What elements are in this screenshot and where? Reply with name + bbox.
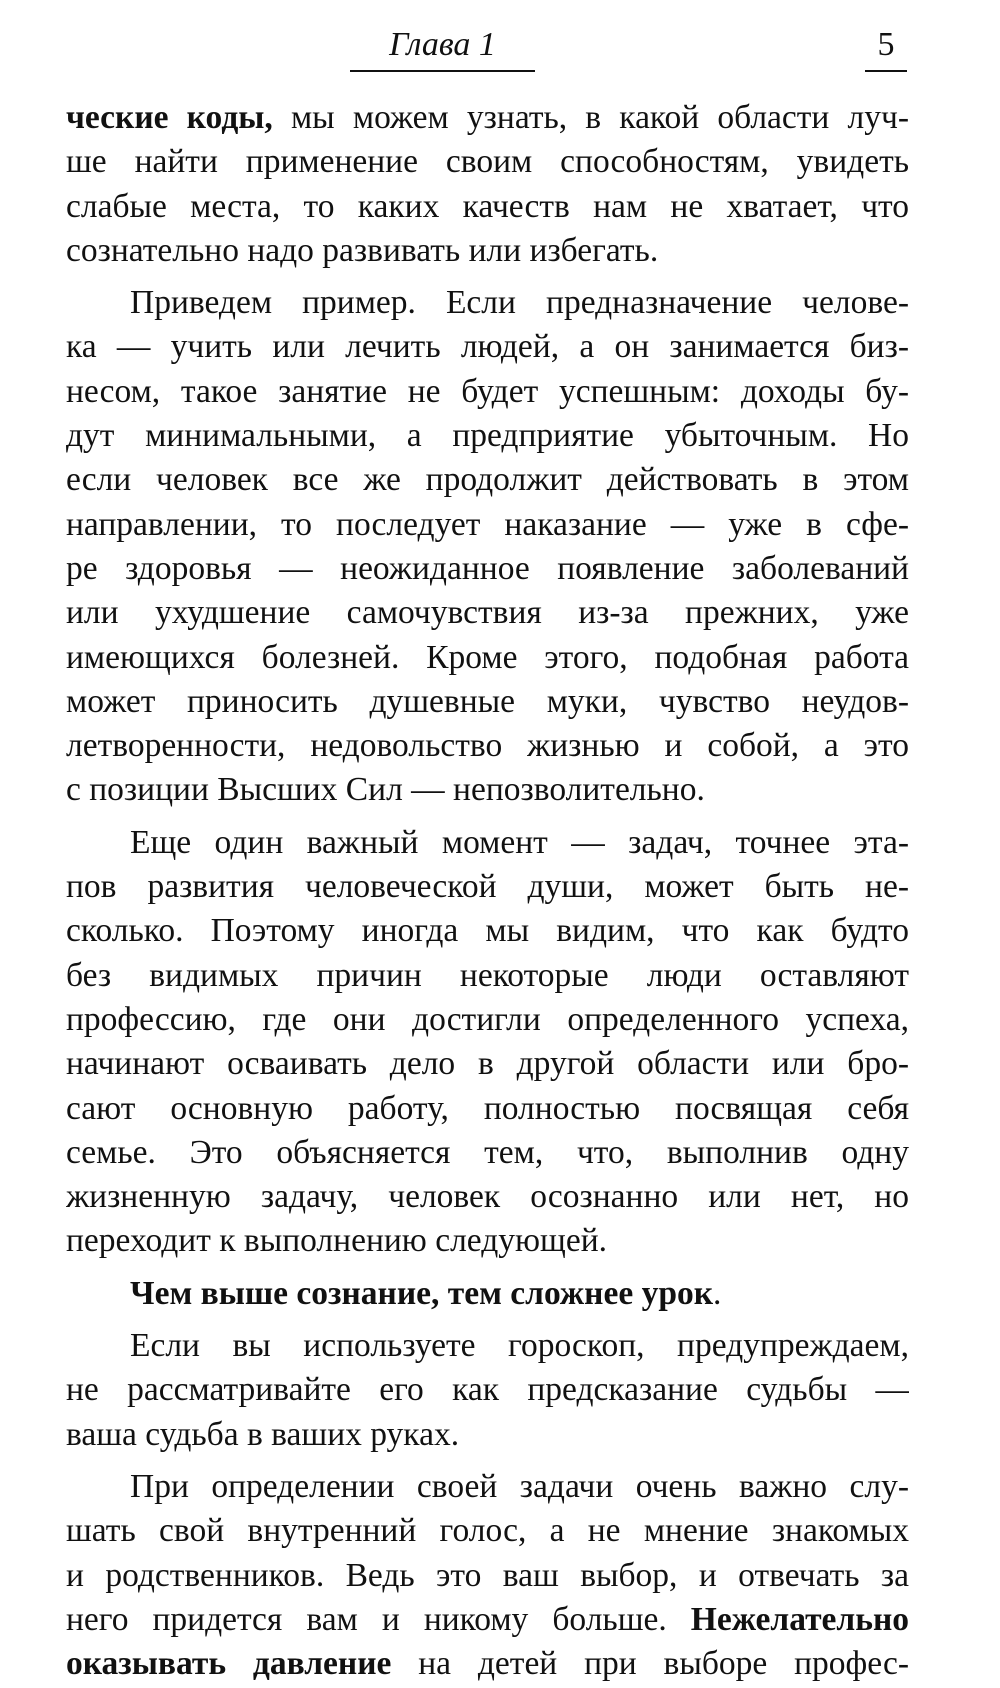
text-run: него придется вам и никому больше. [66, 1600, 691, 1638]
paragraph [66, 1272, 909, 1316]
text-run: ше найти применение своим способностям, увидеть [66, 143, 909, 181]
text-line [66, 1465, 909, 1509]
text-line [66, 229, 909, 273]
bold-text-run: Чем выше сознание, тем сложнее урок [130, 1274, 714, 1312]
text-run: без видимых причин некоторые люди оставляют [66, 956, 909, 994]
text-line [66, 954, 909, 998]
text-run: несом, такое занятие не будет успешным: доходы бу- [66, 372, 909, 410]
text-run: Приведем пример. Если предназначение челове- [130, 284, 909, 322]
text-line [66, 458, 909, 502]
page-body-text [66, 96, 909, 1686]
text-line [66, 281, 909, 325]
paragraph-gap [66, 1316, 909, 1324]
text-line [66, 1042, 909, 1086]
text-line [66, 1413, 909, 1457]
page-number: 5 [865, 22, 907, 72]
text-line [66, 185, 909, 229]
paragraph [66, 1324, 909, 1457]
paragraph [66, 821, 909, 1264]
text-line [66, 821, 909, 865]
text-run: мы можем узнать, в какой области луч- [272, 99, 909, 136]
text-line [66, 1642, 909, 1686]
paragraph-gap [66, 1457, 909, 1465]
text-run: Еще один важный момент — задач, точнее эта- [130, 823, 909, 861]
text-run: профессию, где они достигли определенного успеха, [66, 1000, 909, 1038]
text-line [66, 680, 909, 724]
text-run: слабые места, то каких качеств нам не хватает, что [66, 187, 909, 225]
text-line [66, 591, 909, 635]
text-run: сколько. Поэтому иногда мы видим, что как будто [66, 912, 909, 950]
text-line [66, 370, 909, 414]
text-run: может приносить душевные муки, чувство неудов- [66, 682, 909, 720]
text-line [66, 1554, 909, 1598]
text-run: ваша судьба в ваших руках. [66, 1415, 460, 1453]
text-line [66, 1219, 909, 1263]
text-run: дут минимальными, а предприятие убыточным. Но [66, 417, 909, 455]
text-run: сают основную работу, полностью посвящая себя [66, 1089, 909, 1127]
text-line [66, 1272, 909, 1316]
text-line [66, 1509, 909, 1553]
text-line [66, 1324, 909, 1368]
text-line [66, 636, 909, 680]
text-run: При определении своей задачи очень важно слу- [130, 1467, 909, 1505]
text-line [66, 1598, 909, 1642]
text-line [66, 414, 909, 458]
text-run: . [713, 1274, 722, 1312]
text-run: или ухудшение самочувствия из-за прежних, уже [66, 594, 909, 632]
paragraph [66, 96, 909, 273]
text-line [66, 1175, 909, 1219]
paragraph-gap [66, 273, 909, 281]
text-line [66, 1368, 909, 1412]
text-line [66, 96, 909, 140]
text-line [66, 140, 909, 184]
text-run: жизненную задачу, человек осознанно или нет, но [66, 1178, 909, 1216]
text-line [66, 909, 909, 953]
text-line [66, 1087, 909, 1131]
text-run: на детей при выборе профес- [391, 1645, 909, 1683]
text-run: не рассматривайте его как предсказание судьбы — [66, 1371, 909, 1409]
text-line [66, 547, 909, 591]
text-run: ка — учить или лечить людей, а он занимается биз- [66, 328, 909, 366]
text-line [66, 768, 909, 812]
text-run: и родственников. Ведь это ваш выбор, и отвечать за [66, 1556, 909, 1594]
text-run: с позиции Высших Сил — непозволительно. [66, 771, 705, 809]
chapter-title: Глава 1 [350, 22, 535, 72]
text-run: переходит к выполнению следующей. [66, 1222, 608, 1260]
bold-text-run: ческие коды, [66, 99, 273, 136]
text-run: имеющихся болезней. Кроме этого, подобная работа [66, 638, 909, 676]
bold-text-run: Нежелательно [690, 1600, 909, 1638]
text-line [66, 503, 909, 547]
paragraph [66, 281, 909, 813]
text-run: летворенности, недовольство жизнью и собой, а это [66, 727, 909, 765]
text-line [66, 724, 909, 768]
text-line [66, 865, 909, 909]
text-run: шать свой внутренний голос, а не мнение знакомых [66, 1512, 909, 1550]
text-line [66, 325, 909, 369]
text-run: семье. Это объясняется тем, что, выполнив одну [66, 1133, 909, 1171]
text-run: ре здоровья — неожиданное появление заболеваний [66, 549, 909, 587]
text-run: сознательно надо развивать или избегать. [66, 231, 659, 269]
bold-text-run: оказывать давление [66, 1645, 392, 1683]
text-run: пов развития человеческой души, может быть не- [66, 868, 909, 906]
text-run: начинают осваивать дело в другой области или бро- [66, 1045, 909, 1083]
text-line [66, 998, 909, 1042]
running-header [0, 22, 1000, 82]
text-run: направлении, то последует наказание — уже в сфе- [66, 505, 909, 543]
paragraph-gap [66, 1264, 909, 1272]
paragraph-gap [66, 813, 909, 821]
text-run: если человек все же продолжит действовать в этом [66, 461, 909, 499]
paragraph [66, 1465, 909, 1686]
text-line [66, 1131, 909, 1175]
text-run: Если вы используете гороскоп, предупреждаем, [130, 1327, 909, 1365]
